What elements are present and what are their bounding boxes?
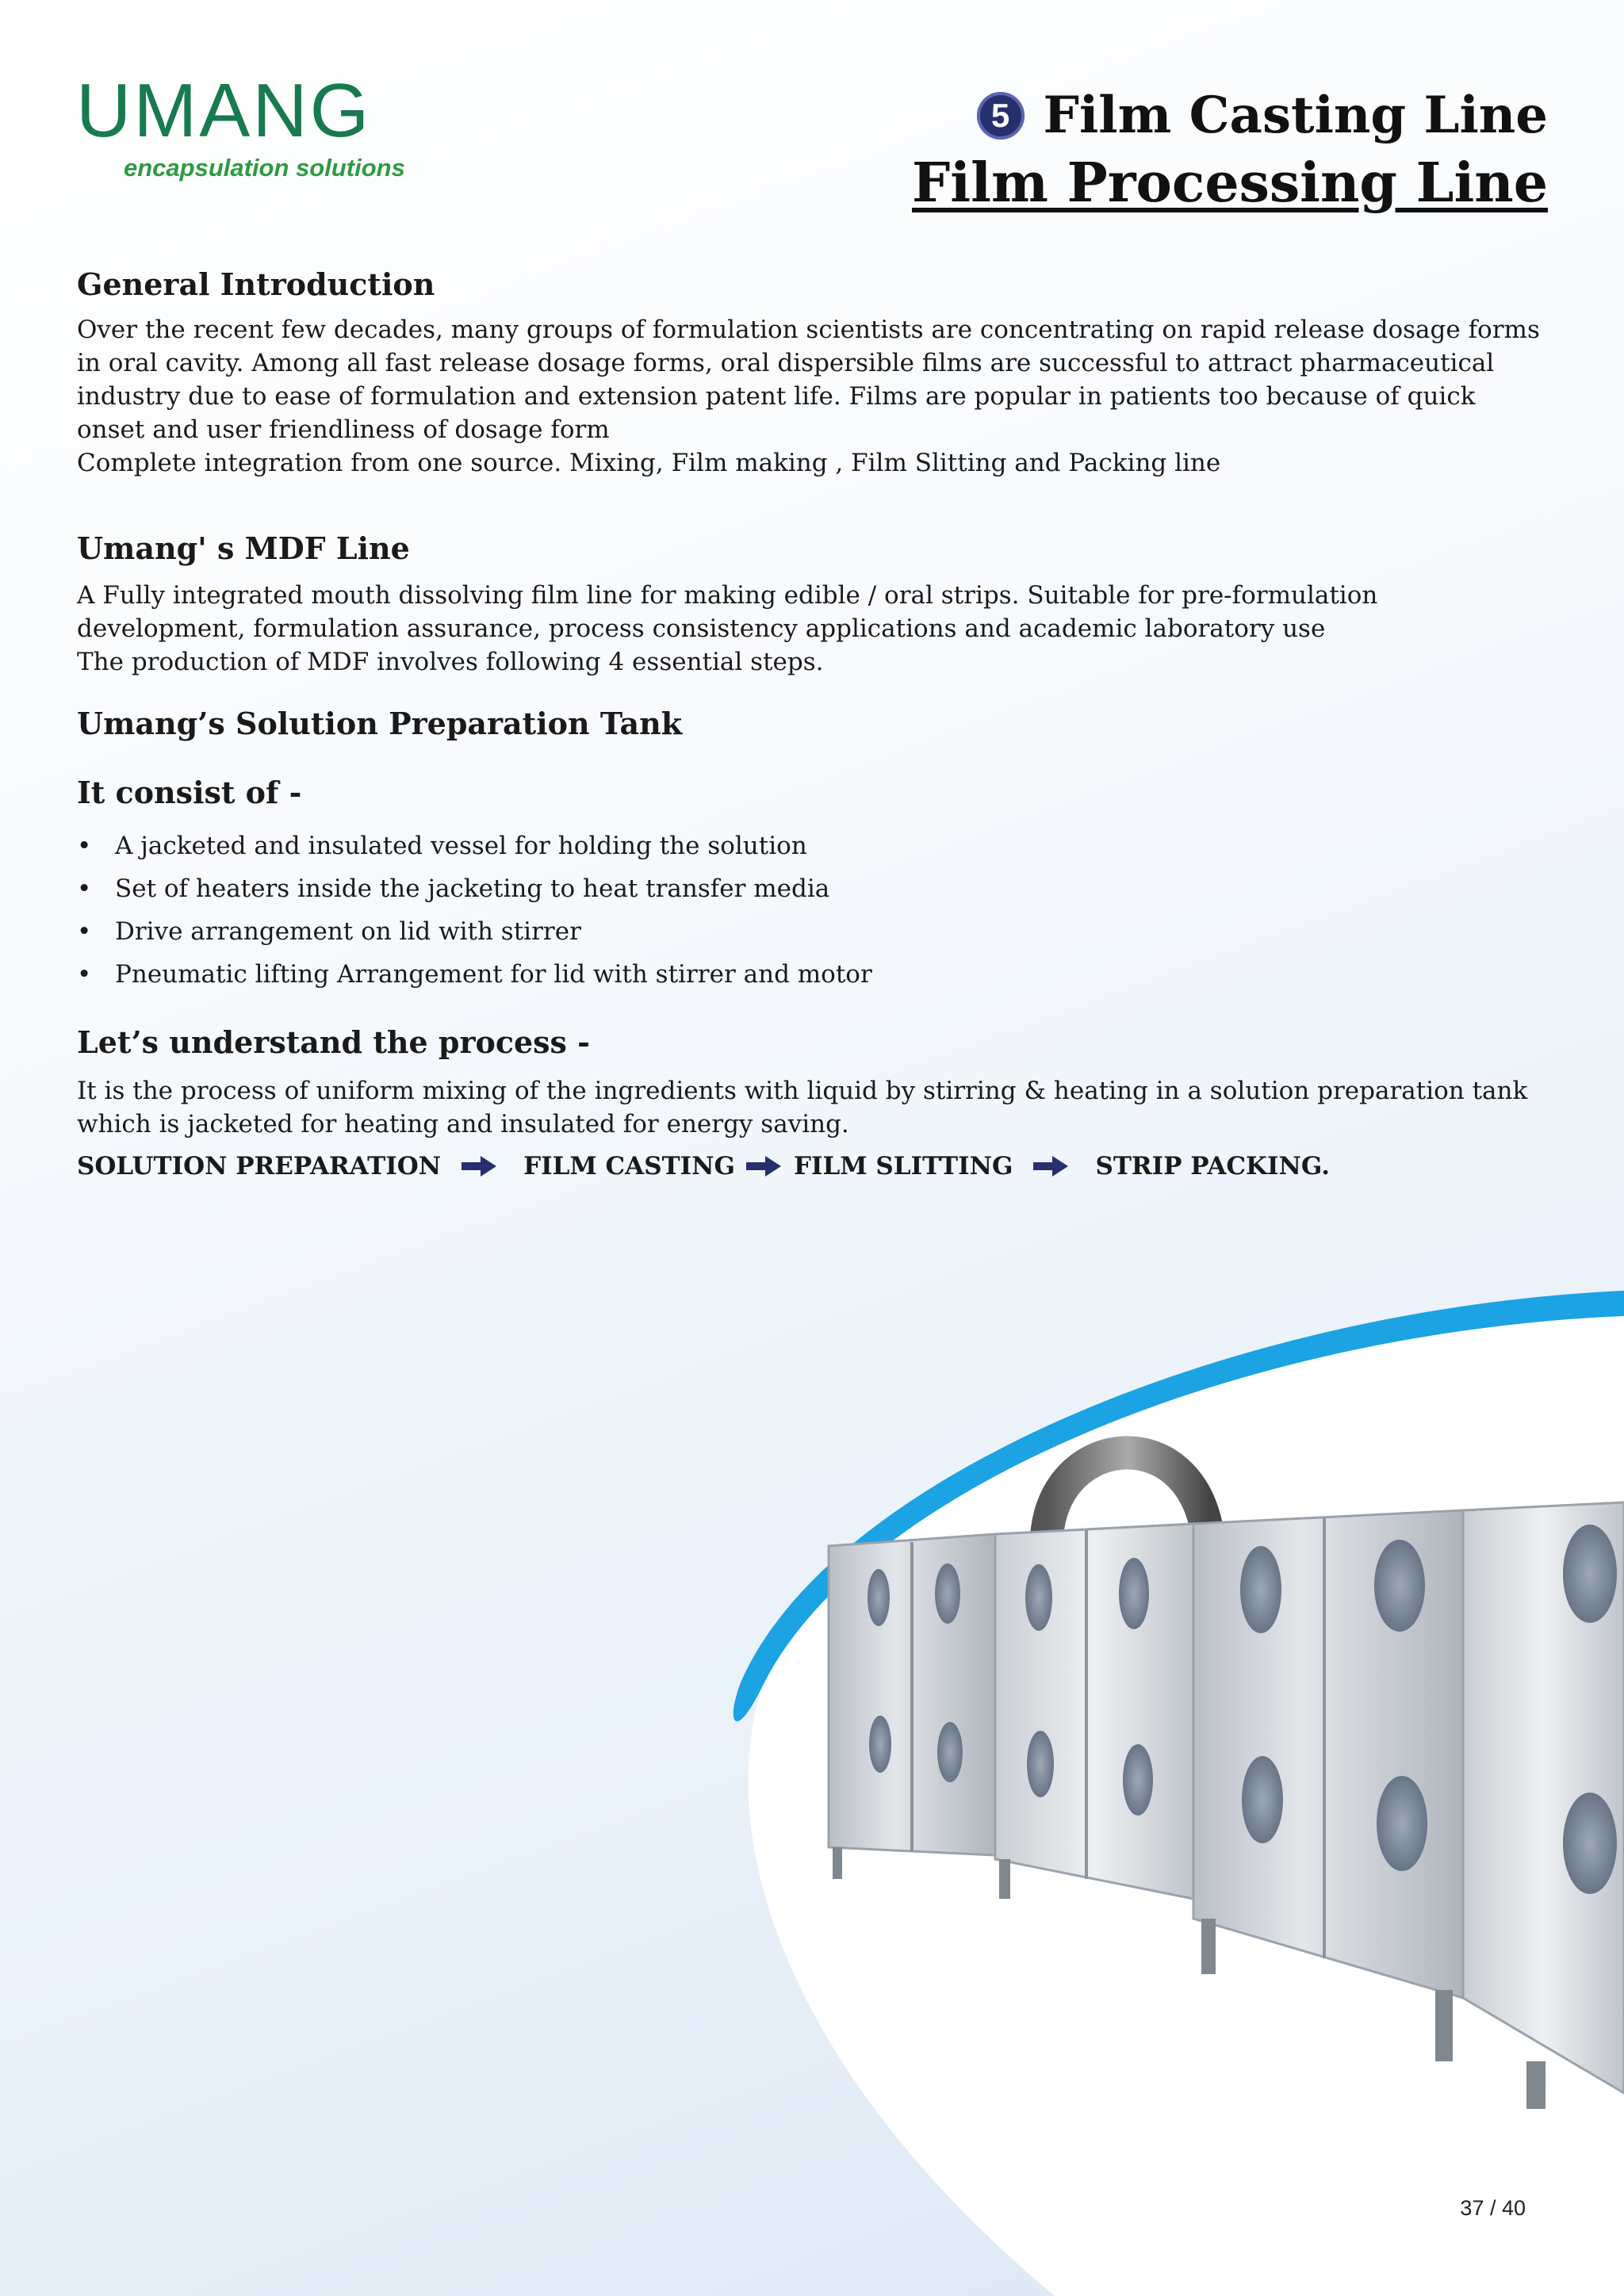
flow-step-film-slitting: FILM SLITTING bbox=[793, 1152, 1013, 1181]
flow-step-solution-preparation: SOLUTION PREPARATION bbox=[77, 1152, 442, 1181]
logo-wordmark: UMANG bbox=[76, 68, 372, 153]
consist-list bbox=[77, 825, 1547, 996]
list-item: • Drive arrangement on lid with stirrer bbox=[77, 910, 1547, 953]
list-item: • Pneumatic lifting Arrangement for lid with stirrer and motor bbox=[77, 953, 1547, 996]
arrow-right-icon bbox=[1033, 1159, 1068, 1173]
process-paragraph: It is the process of uniform mixing of the ingredients with liquid by stirring & heating in a solution preparation tank which is jacketed for heating and insulated for energy saving. bbox=[77, 1077, 1528, 1138]
step-number-badge: 5 bbox=[977, 92, 1025, 140]
page-number: 37 / 40 bbox=[1460, 2196, 1526, 2220]
page-title-block bbox=[912, 86, 1548, 215]
title-line-2: Film Processing Line bbox=[912, 151, 1548, 215]
general-intro-paragraph: Over the recent few decades, many groups of formulation scientists are concentrating on rapid release dosage forms in oral cavity. Among all fast release dosage forms, oral dispersible films are successful to attract pharmaceutical industry due to ease of formulation and extension patent life. Films are popular in patients too because of quick onset and user friendliness of dosage form bbox=[77, 316, 1540, 444]
flow-step-strip-packing: STRIP PACKING. bbox=[1095, 1152, 1330, 1181]
umang-logo bbox=[76, 68, 405, 182]
process-heading: Let’s understand the process - bbox=[77, 1024, 590, 1060]
mdf-line-paragraph: A Fully integrated mouth dissolving film line for making edible / oral strips. Suitable for pre-formulation development, formulation assurance, process consistency applications and academic laboratory use bbox=[77, 581, 1378, 643]
page-title bbox=[912, 86, 1548, 145]
arrow-right-icon bbox=[462, 1159, 496, 1173]
consist-heading: It consist of - bbox=[77, 775, 302, 810]
tank-heading: Umang’s Solution Preparation Tank bbox=[77, 706, 683, 741]
arrow-right-icon bbox=[746, 1159, 781, 1173]
general-intro-heading: General Introduction bbox=[77, 266, 435, 302]
list-item: • A jacketed and insulated vessel for holding the solution bbox=[77, 825, 1547, 867]
list-item: • Set of heaters inside the jacketing to heat transfer media bbox=[77, 867, 1547, 910]
mdf-steps-intro: The production of MDF involves following 4 essential steps. bbox=[77, 648, 824, 676]
process-flow bbox=[77, 1152, 1547, 1181]
integration-line: Complete integration from one source. Mixing, Film making , Film Slitting and Packing line bbox=[77, 449, 1221, 477]
title-line-1: Film Casting Line bbox=[1043, 86, 1548, 145]
mdf-line-heading: Umang' s MDF Line bbox=[77, 530, 410, 566]
logo-tagline: encapsulation solutions bbox=[124, 154, 405, 182]
main-content bbox=[77, 266, 1547, 1181]
flow-step-film-casting: FILM CASTING bbox=[523, 1152, 735, 1181]
